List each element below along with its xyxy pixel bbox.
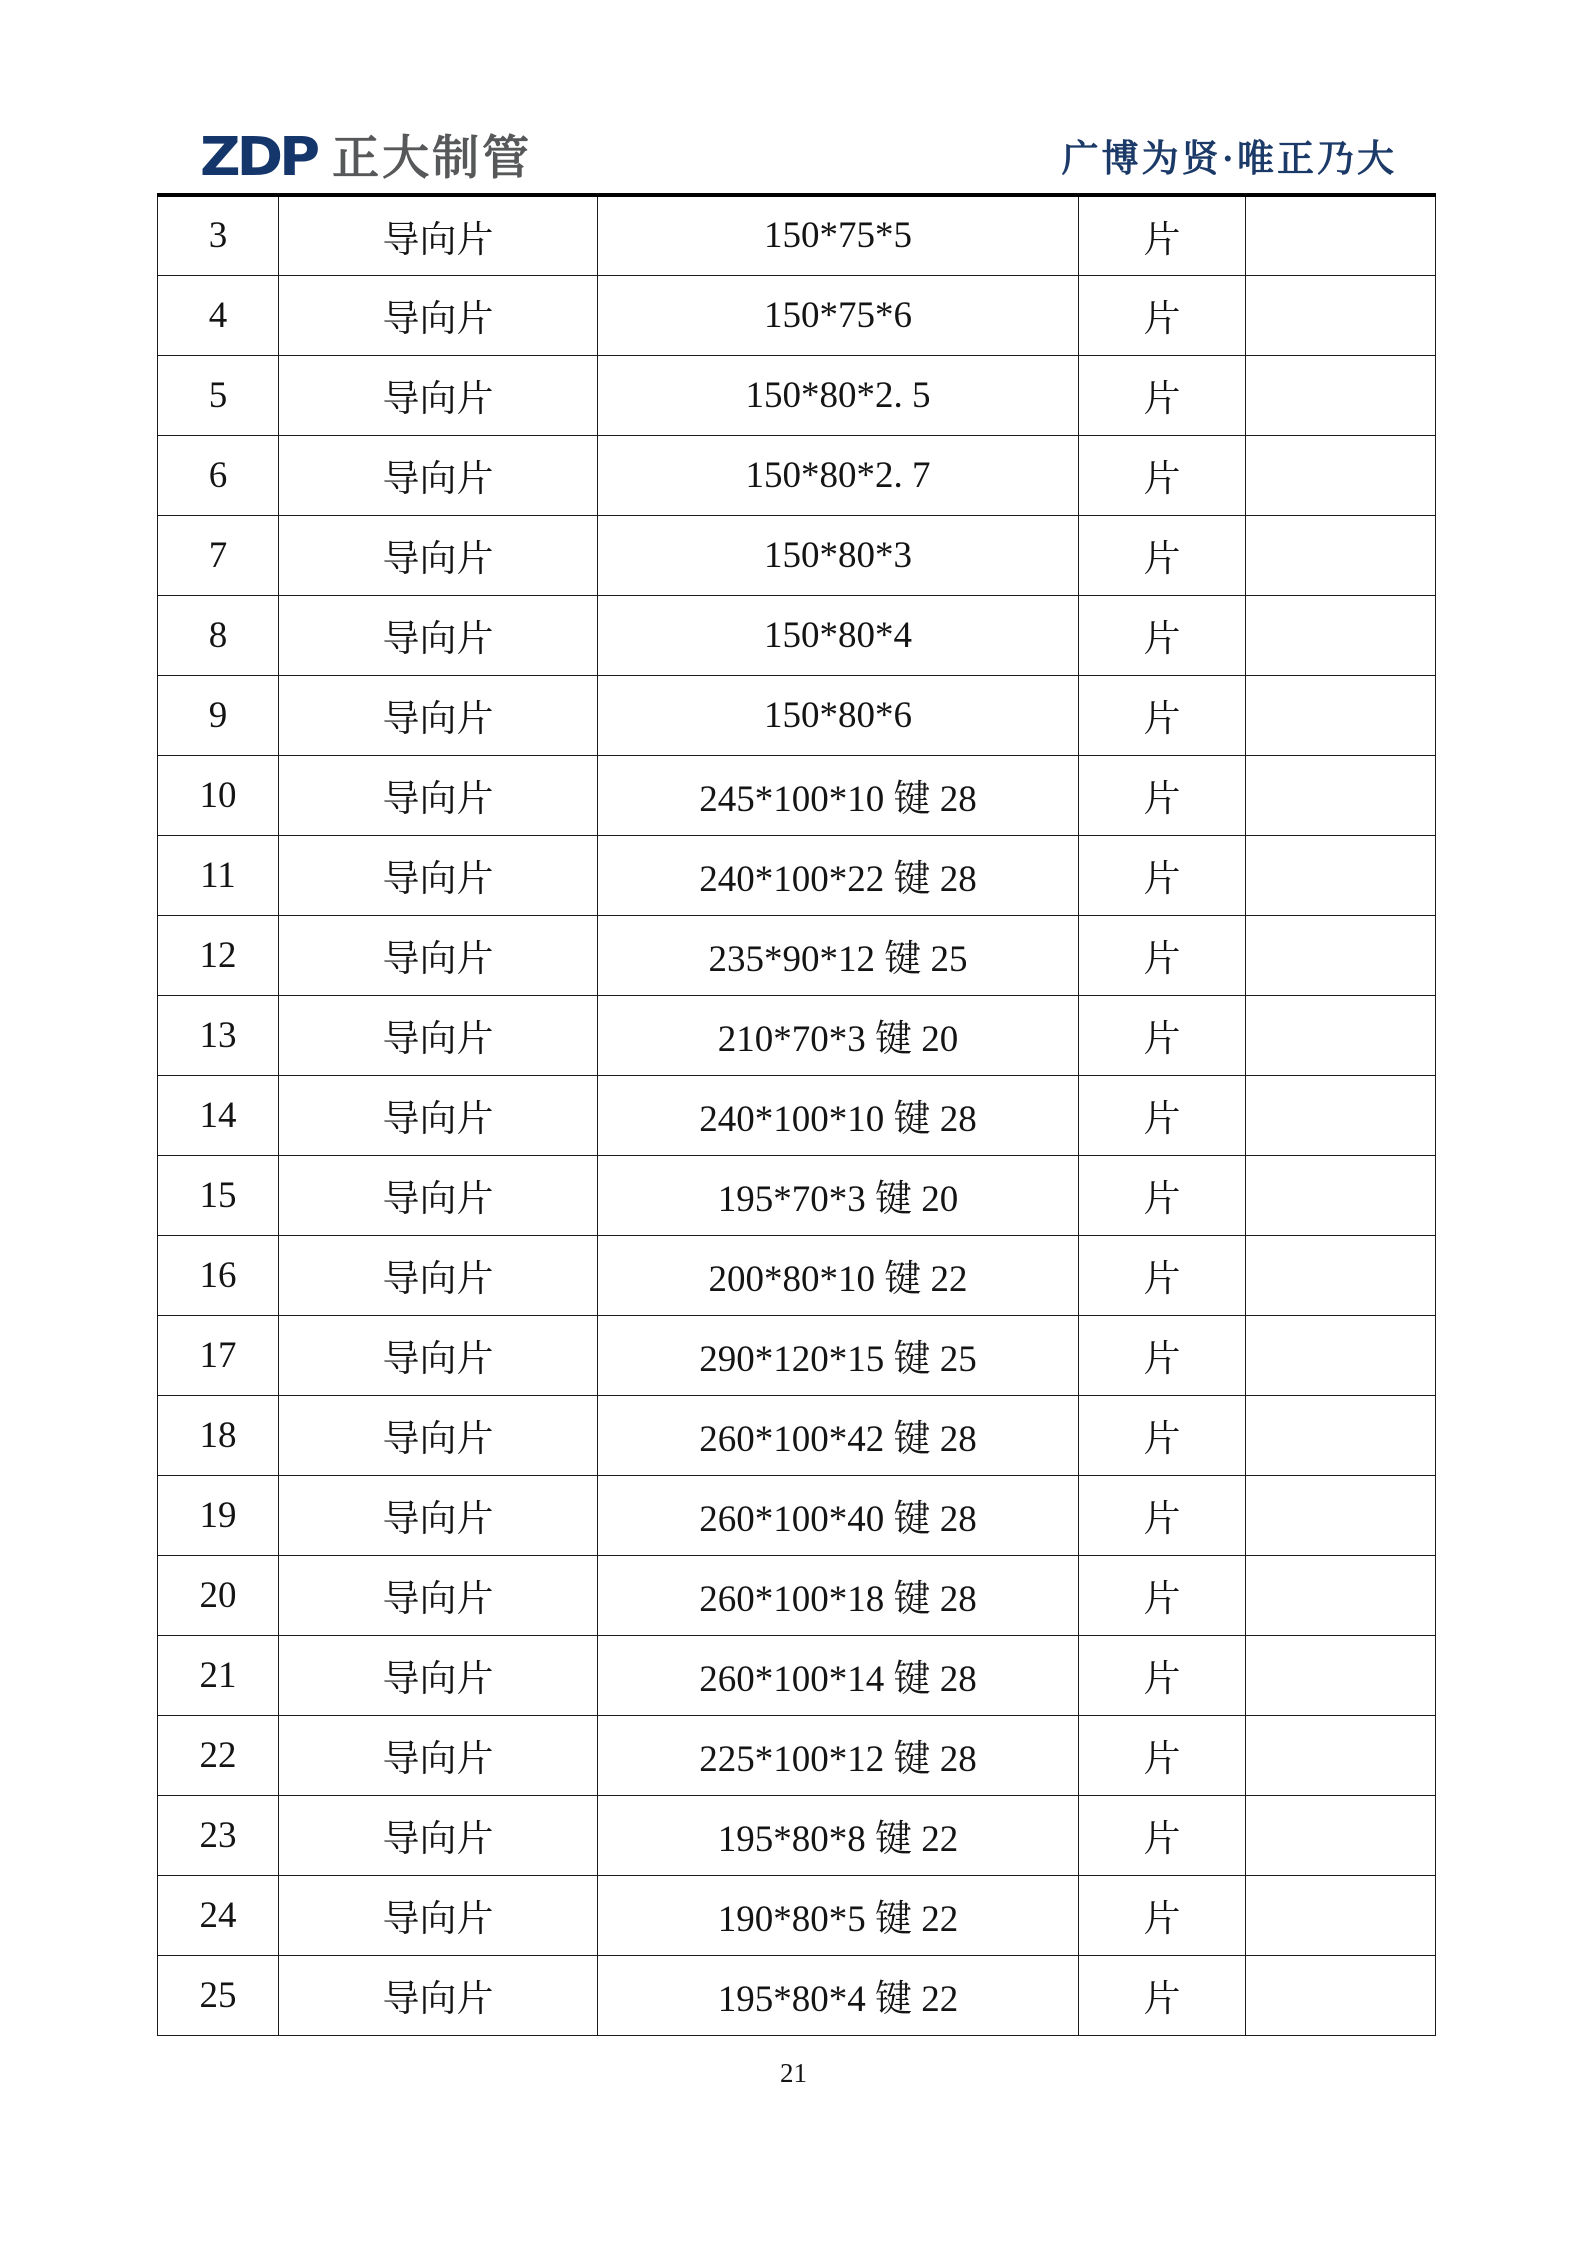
- spec-cell: 225*100*12 键 28: [598, 1715, 1079, 1795]
- item-name-cell: 导向片: [279, 835, 598, 915]
- row-number-cell: 6: [158, 435, 279, 515]
- row-number-cell: 9: [158, 675, 279, 755]
- table-row: [158, 1235, 1436, 1315]
- spec-cell: 195*70*3 键 20: [598, 1155, 1079, 1235]
- table-row: [158, 435, 1436, 515]
- item-name-cell: 导向片: [279, 355, 598, 435]
- item-name-cell: 导向片: [279, 1795, 598, 1875]
- unit-cell: 片: [1079, 275, 1246, 355]
- unit-cell: 片: [1079, 1955, 1246, 2035]
- row-number-cell: 10: [158, 755, 279, 835]
- page-number: 21: [780, 2058, 807, 2088]
- logo-company-name: 正大制管: [332, 130, 533, 186]
- row-number-cell: 20: [158, 1555, 279, 1635]
- unit-cell: 片: [1079, 1475, 1246, 1555]
- row-number-cell: 5: [158, 355, 279, 435]
- note-cell: [1246, 1875, 1436, 1955]
- unit-cell: 片: [1079, 1155, 1246, 1235]
- table-row: [158, 275, 1436, 355]
- unit-cell: 片: [1079, 355, 1246, 435]
- spec-cell: 240*100*10 键 28: [598, 1075, 1079, 1155]
- unit-cell: 片: [1079, 1315, 1246, 1395]
- spec-cell: 195*80*8 键 22: [598, 1795, 1079, 1875]
- spec-cell: 190*80*5 键 22: [598, 1875, 1079, 1955]
- note-cell: [1246, 1235, 1436, 1315]
- item-name-cell: 导向片: [279, 1235, 598, 1315]
- unit-cell: 片: [1079, 915, 1246, 995]
- spec-cell: 290*120*15 键 25: [598, 1315, 1079, 1395]
- item-name-cell: 导向片: [279, 995, 598, 1075]
- unit-cell: 片: [1079, 755, 1246, 835]
- note-cell: [1246, 595, 1436, 675]
- note-cell: [1246, 995, 1436, 1075]
- table-row: [158, 1395, 1436, 1475]
- note-cell: [1246, 515, 1436, 595]
- row-number-cell: 4: [158, 275, 279, 355]
- row-number-cell: 16: [158, 1235, 279, 1315]
- table-row: [158, 835, 1436, 915]
- spec-cell: 150*75*6: [598, 275, 1079, 355]
- item-name-cell: 导向片: [279, 1475, 598, 1555]
- table-row: [158, 1875, 1436, 1955]
- item-name-cell: 导向片: [279, 1715, 598, 1795]
- header-slogan: 广博为贤·唯正乃大: [1061, 139, 1397, 180]
- note-cell: [1246, 1395, 1436, 1475]
- table-row: [158, 595, 1436, 675]
- note-cell: [1246, 835, 1436, 915]
- item-name-cell: 导向片: [279, 595, 598, 675]
- row-number-cell: 12: [158, 915, 279, 995]
- table-row: [158, 1155, 1436, 1235]
- item-name-cell: 导向片: [279, 1635, 598, 1715]
- item-name-cell: 导向片: [279, 1875, 598, 1955]
- note-cell: [1246, 1475, 1436, 1555]
- unit-cell: 片: [1079, 1075, 1246, 1155]
- item-name-cell: 导向片: [279, 1395, 598, 1475]
- table-row: [158, 1635, 1436, 1715]
- spec-cell: 260*100*42 键 28: [598, 1395, 1079, 1475]
- item-name-cell: 导向片: [279, 1555, 598, 1635]
- row-number-cell: 23: [158, 1795, 279, 1875]
- note-cell: [1246, 275, 1436, 355]
- item-name-cell: 导向片: [279, 915, 598, 995]
- row-number-cell: 21: [158, 1635, 279, 1715]
- row-number-cell: 24: [158, 1875, 279, 1955]
- spec-cell: 150*80*6: [598, 675, 1079, 755]
- item-name-cell: 导向片: [279, 1075, 598, 1155]
- spec-cell: 150*75*5: [598, 195, 1079, 275]
- unit-cell: 片: [1079, 835, 1246, 915]
- note-cell: [1246, 1075, 1436, 1155]
- spec-cell: 150*80*3: [598, 515, 1079, 595]
- row-number-cell: 19: [158, 1475, 279, 1555]
- table-row: [158, 995, 1436, 1075]
- spec-cell: 150*80*2. 5: [598, 355, 1079, 435]
- item-name-cell: 导向片: [279, 275, 598, 355]
- row-number-cell: 25: [158, 1955, 279, 2035]
- note-cell: [1246, 1315, 1436, 1395]
- logo-zdp-mark: ZDP: [200, 126, 317, 189]
- table-row: [158, 1955, 1436, 2035]
- item-name-cell: 导向片: [279, 195, 598, 275]
- item-name-cell: 导向片: [279, 675, 598, 755]
- table-row: [158, 755, 1436, 835]
- unit-cell: 片: [1079, 1395, 1246, 1475]
- spec-table: [157, 193, 1436, 2036]
- unit-cell: 片: [1079, 1795, 1246, 1875]
- table-row: [158, 1715, 1436, 1795]
- note-cell: [1246, 755, 1436, 835]
- table-row: [158, 1315, 1436, 1395]
- unit-cell: 片: [1079, 435, 1246, 515]
- spec-cell: 235*90*12 键 25: [598, 915, 1079, 995]
- table-row: [158, 355, 1436, 435]
- table-row: [158, 195, 1436, 275]
- unit-cell: 片: [1079, 675, 1246, 755]
- item-name-cell: 导向片: [279, 1155, 598, 1235]
- unit-cell: 片: [1079, 995, 1246, 1075]
- row-number-cell: 22: [158, 1715, 279, 1795]
- unit-cell: 片: [1079, 1555, 1246, 1635]
- unit-cell: 片: [1079, 1875, 1246, 1955]
- row-number-cell: 13: [158, 995, 279, 1075]
- row-number-cell: 7: [158, 515, 279, 595]
- note-cell: [1246, 435, 1436, 515]
- unit-cell: 片: [1079, 1635, 1246, 1715]
- spec-cell: 245*100*10 键 28: [598, 755, 1079, 835]
- spec-cell: 150*80*2. 7: [598, 435, 1079, 515]
- spec-cell: 260*100*18 键 28: [598, 1555, 1079, 1635]
- spec-cell: 260*100*40 键 28: [598, 1475, 1079, 1555]
- unit-cell: 片: [1079, 595, 1246, 675]
- spec-table-body: [158, 195, 1436, 2035]
- table-row: [158, 675, 1436, 755]
- unit-cell: 片: [1079, 515, 1246, 595]
- spec-cell: 150*80*4: [598, 595, 1079, 675]
- row-number-cell: 15: [158, 1155, 279, 1235]
- unit-cell: 片: [1079, 1235, 1246, 1315]
- spec-cell: 195*80*4 键 22: [598, 1955, 1079, 2035]
- row-number-cell: 3: [158, 195, 279, 275]
- note-cell: [1246, 195, 1436, 275]
- note-cell: [1246, 1795, 1436, 1875]
- note-cell: [1246, 1955, 1436, 2035]
- row-number-cell: 8: [158, 595, 279, 675]
- table-row: [158, 1475, 1436, 1555]
- row-number-cell: 11: [158, 835, 279, 915]
- unit-cell: 片: [1079, 195, 1246, 275]
- row-number-cell: 14: [158, 1075, 279, 1155]
- item-name-cell: 导向片: [279, 515, 598, 595]
- note-cell: [1246, 915, 1436, 995]
- row-number-cell: 18: [158, 1395, 279, 1475]
- item-name-cell: 导向片: [279, 755, 598, 835]
- table-row: [158, 1075, 1436, 1155]
- row-number-cell: 17: [158, 1315, 279, 1395]
- note-cell: [1246, 1555, 1436, 1635]
- item-name-cell: 导向片: [279, 1315, 598, 1395]
- item-name-cell: 导向片: [279, 435, 598, 515]
- table-row: [158, 1555, 1436, 1635]
- spec-cell: 260*100*14 键 28: [598, 1635, 1079, 1715]
- note-cell: [1246, 1155, 1436, 1235]
- company-logo: [200, 126, 533, 189]
- note-cell: [1246, 1715, 1436, 1795]
- note-cell: [1246, 1635, 1436, 1715]
- spec-cell: 240*100*22 键 28: [598, 835, 1079, 915]
- table-row: [158, 515, 1436, 595]
- table-row: [158, 915, 1436, 995]
- table-row: [158, 1795, 1436, 1875]
- item-name-cell: 导向片: [279, 1955, 598, 2035]
- spec-cell: 200*80*10 键 22: [598, 1235, 1079, 1315]
- note-cell: [1246, 355, 1436, 435]
- note-cell: [1246, 675, 1436, 755]
- unit-cell: 片: [1079, 1715, 1246, 1795]
- spec-cell: 210*70*3 键 20: [598, 995, 1079, 1075]
